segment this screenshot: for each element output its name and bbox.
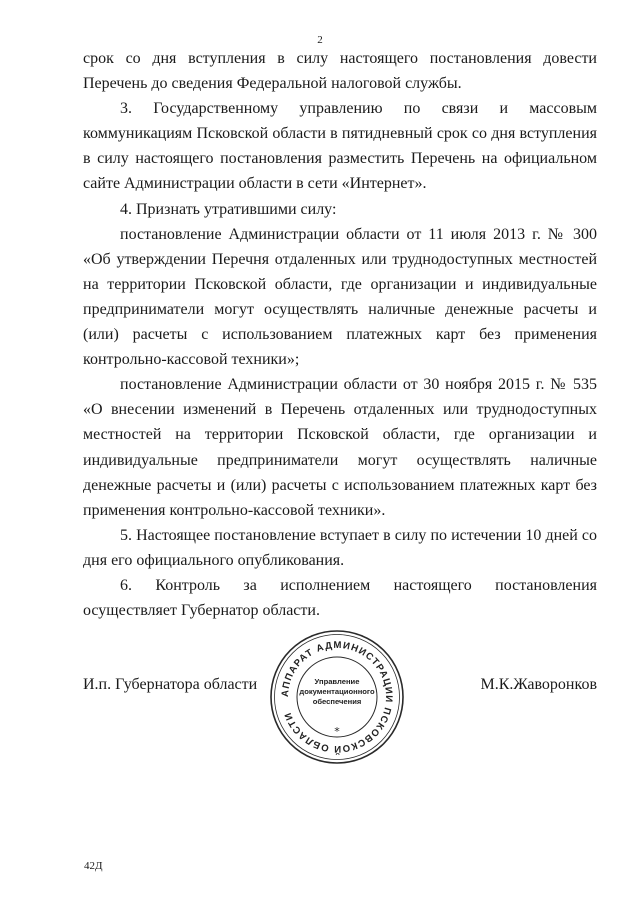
official-seal [268, 628, 406, 766]
seal-center-line-2: документационного [299, 687, 375, 696]
paragraph-repealed-decree-300: постановление Администрации области от 11 июля 2013 г. № 300 «Об утверждении Перечня отдаленных или труднодоступных местностей на территории Псковской области, где организации и индивидуальные предприниматели могут осуществлять наличные денежные расчеты и (или) расчеты с использованием платежных карт без применения контрольно-кассовой техники»; [83, 225, 597, 369]
paragraph-item-5: 5. Настоящее постановление вступает в силу по истечении 10 дней со дня его официального опубликования. [83, 526, 597, 569]
paragraph-item-4: 4. Признать утратившими силу: [120, 200, 337, 218]
seal-center-line-3: обеспечения [312, 697, 362, 706]
seal-ring-text: АППАРАТ АДМИНИСТРАЦИИ ПСКОВСКОЙ ОБЛАСТИ [279, 639, 395, 755]
seal-star: * [334, 725, 340, 738]
document-body [83, 46, 597, 623]
seal-center-line-1: Управление [314, 677, 360, 686]
page-number: 2 [317, 34, 323, 46]
paragraph-item-3: 3. Государственному управлению по связи и массовым коммуникациям Псковской области в пятидневный срок со дня вступления в силу настоящего постановления разместить Перечень на официальном сайте Администрации области в сети «Интернет». [83, 100, 597, 193]
paragraph-item-6: 6. Контроль за исполнением настоящего постановления осуществляет Губернатор области. [83, 576, 597, 620]
seal-center-text [292, 662, 382, 722]
signer-name: М.К.Жаворонков [480, 676, 597, 693]
document-code: 42Д [84, 860, 103, 872]
paragraph-repealed-decree-535: постановление Администрации области от 30 ноября 2015 г. № 535 «О внесении изменений в Перечень отдаленных или труднодоступных местностей на территории Псковской области, где организации и индивидуальные предприниматели могут осуществлять наличные денежные расчеты и (или) расчеты с использованием платежных карт без применения контрольно-кассовой техники». [83, 376, 597, 519]
paragraph-continuation: срок со дня вступления в силу настоящего постановления довести Перечень до сведения Федеральной налоговой службы. [83, 50, 597, 93]
signer-title: И.п. Губернатора области [83, 676, 258, 693]
